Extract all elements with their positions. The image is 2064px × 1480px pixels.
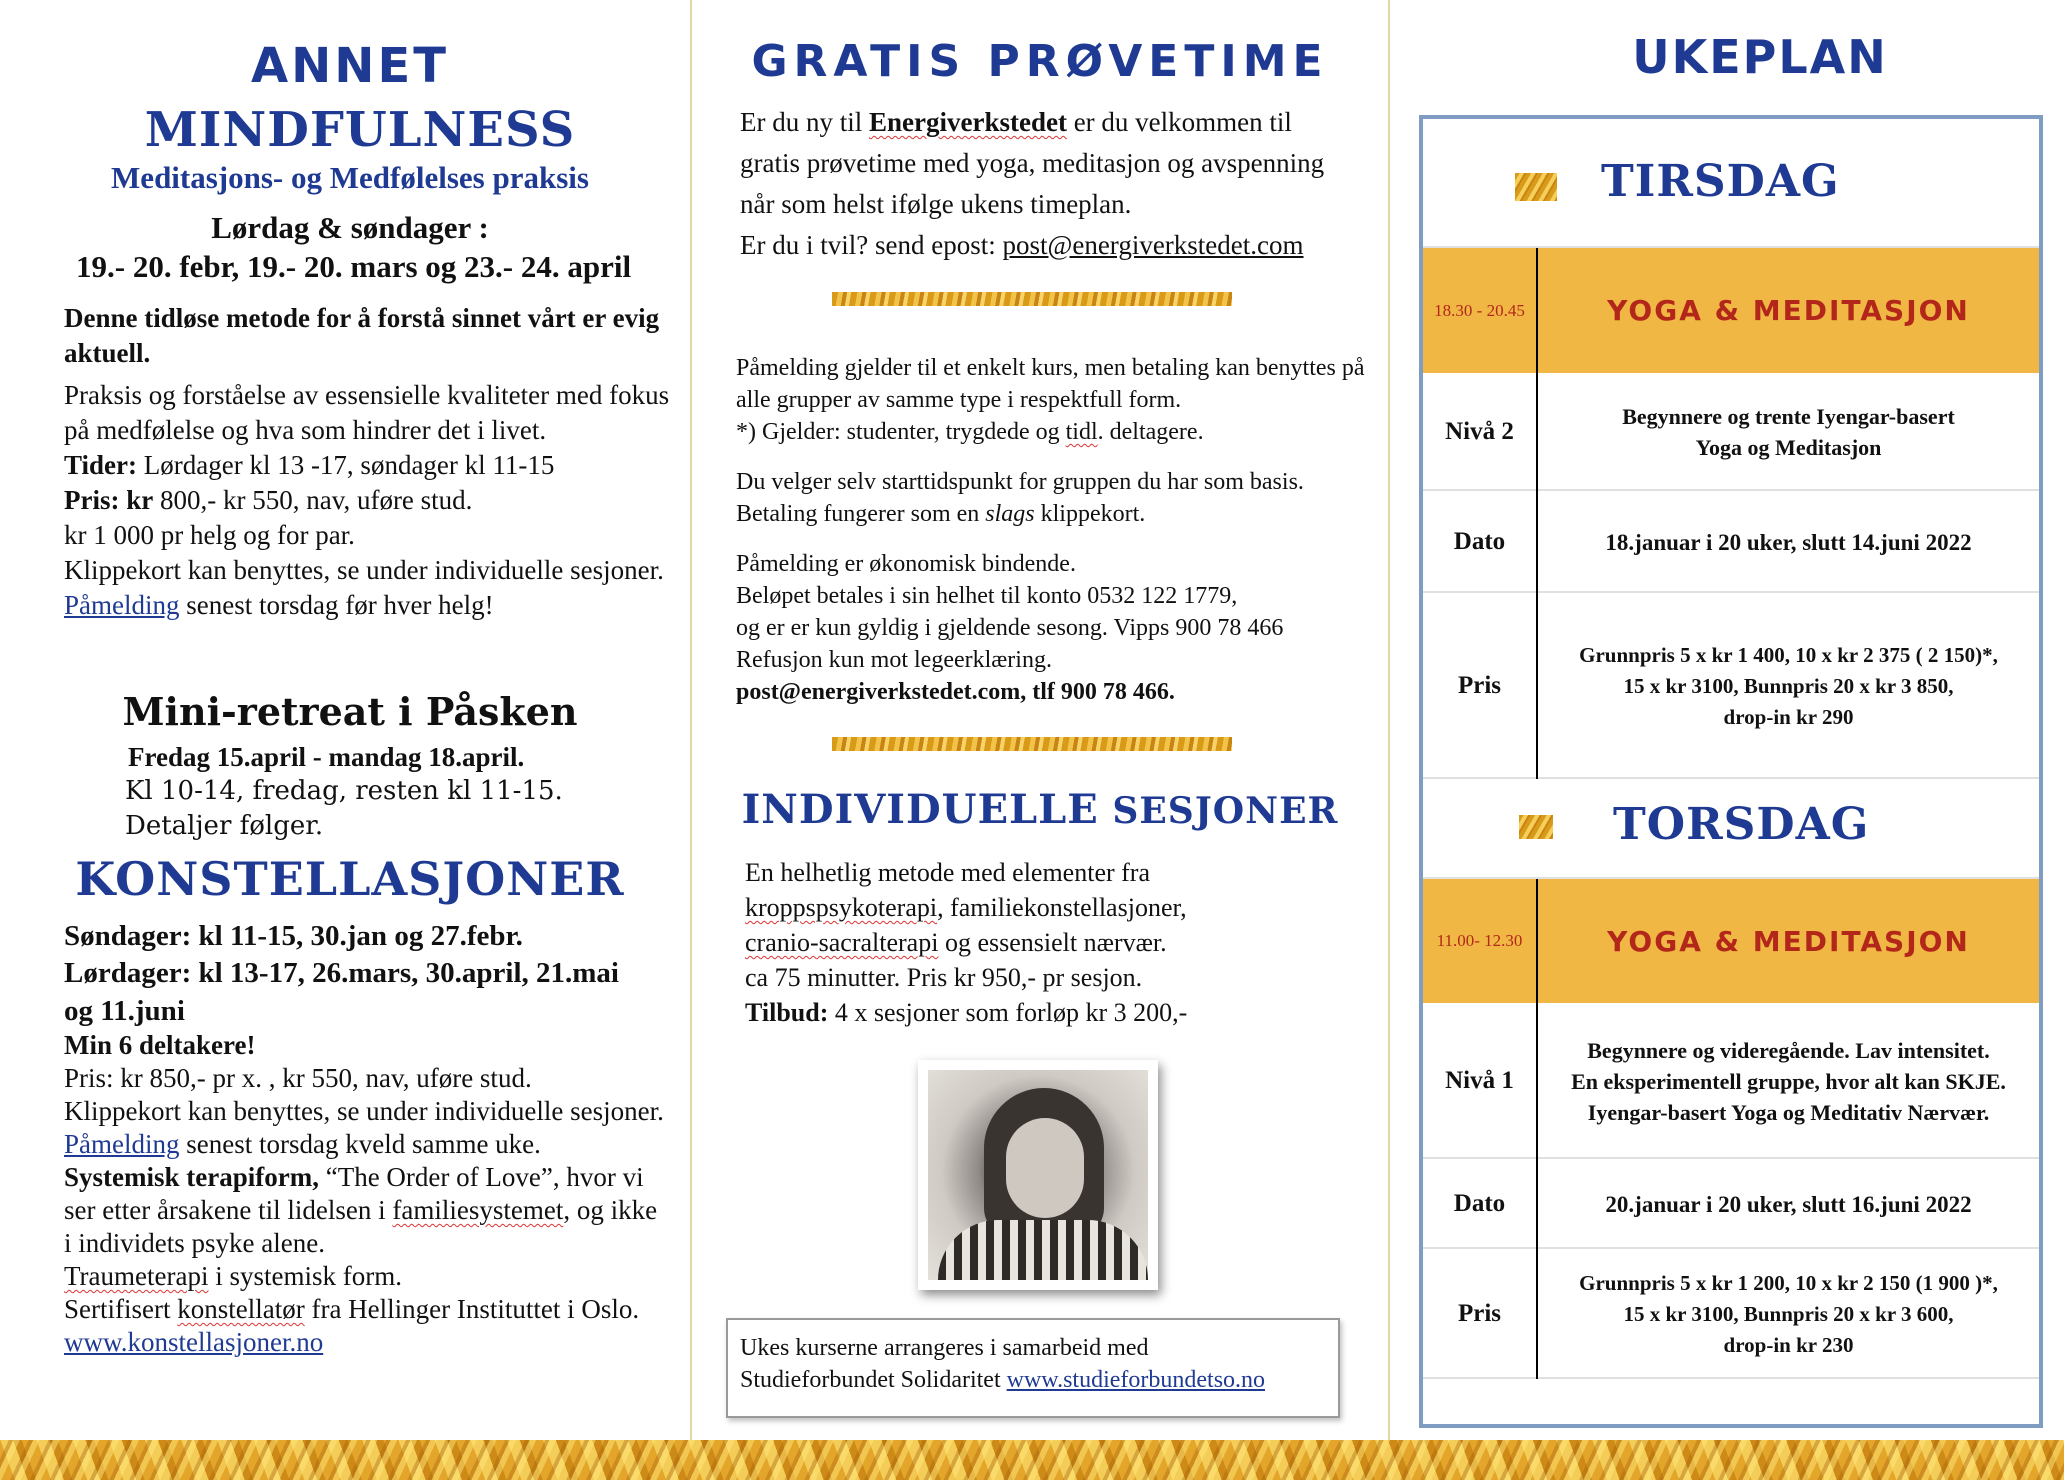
gratis-question: Er du i tvil? send epost: [740,230,1003,260]
email-link[interactable]: post@energiverkstedet.com [1002,230,1304,260]
tirsdag-niva-text-1: Begynnere og trente Iyengar-basert [1622,404,1955,429]
mindfulness-subtitle: Meditasjons- og Medfølelses praksis [111,160,589,195]
sertifisert-text: Sertifisert [64,1294,178,1324]
energiverkstedet-name: Energiverkstedet [869,107,1067,137]
tirsdag-niva-row [1423,373,2039,491]
payment-info [736,352,1376,708]
column-annet [0,0,690,1440]
tirsdag-niva-label: Nivå 2 [1445,418,1514,445]
torsdag-pris-row [1423,1249,2039,1379]
systemisk-text: “The Order of Love”, hvor vi ser etter årsakene til lidelsen i [64,1162,644,1225]
tirsdag-title: TIRSDAG [1601,156,1840,207]
sertifisert-rest: fra Hellinger Instituttet i Oslo. [304,1294,640,1324]
credit-box [726,1318,1340,1418]
torsdag-niva-text-3: Iyengar-basert Yoga og Meditativ Nærvær. [1587,1099,1990,1125]
indiv-title-a: INDIVIDUELLE [741,786,1099,833]
tirsdag-pris-label: Pris [1457,672,1502,699]
traumeterapi-word: Traumeterapi [64,1261,209,1291]
tirsdag-pris-3: drop-in kr 290 [1723,704,1854,729]
indiv-price: ca 75 minutter. Pris kr 950,- pr sesjon. [745,963,1143,992]
tirsdag-dato-label: Dato [1453,528,1506,555]
tirsdag-pris-row [1423,593,2039,779]
gratis-intro-text-2: er du velkommen til gratis prøvetime med yoga, meditasjon og avspenning når som helst ifølge ukens timeplan. [740,107,1325,219]
starttime-text: Du velger selv starttidspunkt for gruppen du har som basis. Betaling fungerer som en [736,469,1304,527]
payment-text-2: *) Gjelder: studenter, trygdede og [736,419,1066,445]
heading-individuelle-sesjoner [700,786,1380,833]
torsdag-dato-row [1423,1159,2039,1249]
column-gratis [690,0,1390,1440]
credit-text-2: Studieforbundet Solidaritet [740,1367,1007,1393]
weekends-label: Lørdag & søndager : [211,210,489,245]
indiv-text-1: En helhetlig metode med elementer fra [745,858,1150,887]
schedule-divider-top [1536,248,1538,779]
portrait-image [928,1070,1148,1280]
torsdag-pris-label: Pris [1457,1300,1502,1327]
torsdag-header-row [1423,779,2039,879]
pris-value: 800,- kr 550, nav, uføre stud. [153,485,473,515]
torsdag-niva-row [1423,1003,2039,1159]
retreat-title: Mini-retreat i Påsken [122,689,578,734]
heading-ukeplan: UKEPLAN [1632,30,1888,84]
mindfulness-intro: Denne tidløse metode for å forstå sinnet vårt er evig aktuell. [64,303,660,368]
torsdag-niva-label: Nivå 1 [1445,1067,1514,1094]
tidl-word: tidl [1065,419,1098,445]
practice-text: Praksis og forståelse av essensielle kvaliteter med fokus på medfølelse og hva som hindrer det i livet. [64,380,670,445]
schedule-box [1419,115,2043,1428]
konstellator-word: konstellatør [177,1294,305,1324]
pris-extra: kr 1 000 pr helg og for par. [64,520,355,550]
pris-label: Pris: kr [64,485,154,515]
pamelding-text: senest torsdag før hver helg! [179,590,494,620]
tirsdag-class-name: YOGA & MEDITASJON [1607,294,1970,327]
torsdag-pris-3: drop-in kr 230 [1723,1332,1854,1357]
indiv-title-b: SESJONER [1098,790,1339,832]
retreat-dates: Fredag 15.april - mandag 18.april. [128,742,525,772]
heading-annet: ANNET [250,38,450,94]
indiv-text-2: , familiekonstellasjoner, [937,893,1187,922]
torsdag-niva-text-2: En eksperimentell gruppe, hvor alt kan SKJE. [1571,1068,2006,1094]
torsdag-dato-text: 20.januar i 20 uker, slutt 16.juni 2022 [1605,1191,1972,1217]
konst-description [64,1062,664,1359]
konst-pamelding-text: senest torsdag kveld samme uke. [179,1129,541,1159]
starttime-text-2: klippekort. [1034,501,1146,527]
tirsdag-niva-text-2: Yoga og Meditasjon [1695,435,1882,460]
individual-description [745,855,1365,1030]
konst-sundays: Søndager: kl 11-15, 30.jan og 27.febr. [64,920,523,952]
torsdag-time: 11.00- 12.30 [1436,931,1523,950]
retreat-details: Detaljer følger. [125,811,324,841]
payment-text-3: . deltagere. [1097,419,1204,445]
gratis-intro [740,102,1350,266]
retreat-times: Kl 10-14, fredag, resten kl 11-15. [125,776,563,806]
konst-saturdays: Lørdager: kl 13-17, 26.mars, 30.april, 21.mai og 11.juni [64,957,619,1027]
torsdag-pris-1: Grunnpris 5 x kr 1 200, 10 x kr 2 150 (1 900 )*, [1579,1270,1998,1295]
slags-word: slags [985,501,1035,527]
validity-text: og er er kun gyldig i gjeldende sesong. Vipps 900 78 466 [736,615,1284,641]
tirsdag-time: 18.30 - 20.45 [1434,300,1525,320]
tider-value: Lørdager kl 13 -17, søndager kl 11-15 [137,450,555,480]
heading-gratis-provetime: GRATIS PRØVETIME [751,36,1329,87]
torsdag-icon [1519,815,1553,839]
systemisk-label: Systemisk terapiform, [64,1162,319,1192]
studieforbundet-link[interactable]: www.studieforbundetso.no [1006,1367,1266,1393]
traume-text: i systemisk form. [208,1261,402,1291]
konstellasjoner-link[interactable]: www.konstellasjoner.no [64,1327,324,1357]
binding-text: Påmelding er økonomisk bindende. [736,551,1076,577]
konst-pamelding-link[interactable]: Påmelding [64,1129,180,1159]
torsdag-class-name: YOGA & MEDITASJON [1607,924,1970,958]
tilbud-text: 4 x sesjoner som forløp kr 3 200,- [828,998,1188,1027]
gold-divider-1 [832,292,1232,306]
torsdag-pris-2: 15 x kr 3100, Bunnpris 20 x kr 3 600, [1623,1301,1954,1326]
klippekort-text: Klippekort kan benyttes, se under individuelle sesjoner. [64,555,664,585]
konst-min-participants: Min 6 deltakere! [64,1030,256,1060]
tirsdag-pris-2: 15 x kr 3100, Bunnpris 20 x kr 3 850, [1623,673,1954,698]
familiesystemet-word: familiesystemet [392,1195,564,1225]
decorative-bottom-strip [0,1440,2064,1480]
tirsdag-dato-text: 18.januar i 20 uker, slutt 14.juni 2022 [1605,529,1972,555]
heading-mindfulness: MINDFULNESS [144,102,576,158]
credit-text-1: Ukes kurserne arrangeres i samarbeid med [740,1335,1149,1361]
gratis-intro-text: Er du ny til [740,107,869,137]
konst-klippekort: Klippekort kan benyttes, se under individuelle sesjoner. [64,1096,664,1126]
portrait-photo [918,1060,1158,1290]
tirsdag-header-row [1423,119,2039,248]
tirsdag-icon [1515,173,1557,201]
refund-text: Refusjon kun mot legeerklæring. [736,647,1052,673]
tilbud-label: Tilbud: [745,998,829,1027]
systemisk-end: , og ikke i individets psyke alene. [64,1195,658,1258]
mindfulness-description [64,378,674,623]
account-text: Beløpet betales i sin helhet til konto 0532 122 1779, [736,583,1238,609]
torsdag-dato-label: Dato [1453,1190,1506,1217]
tider-label: Tider: [64,450,137,480]
tirsdag-dato-row [1423,491,2039,593]
kroppspsykoterapi-word: kroppspsykoterapi [745,893,938,922]
mindfulness-dates: 19.- 20. febr, 19.- 20. mars og 23.- 24. april [76,249,632,284]
tirsdag-class-row [1423,248,2039,373]
gold-divider-2 [832,737,1232,751]
torsdag-title: TORSDAG [1613,799,1870,850]
torsdag-class-row [1423,879,2039,1003]
indiv-text-3: og essensielt nærvær. [938,928,1167,957]
tirsdag-pris-1: Grunnpris 5 x kr 1 400, 10 x kr 2 375 ( 2 150)*, [1579,642,1998,667]
payment-text-1: Påmelding gjelder til et enkelt kurs, men betaling kan benyttes på alle grupper av samme type i respektfull form. [736,355,1365,413]
heading-konstellasjoner: KONSTELLASJONER [75,852,625,906]
contact-text: post@energiverkstedet.com, tlf 900 78 466. [736,679,1175,705]
torsdag-niva-text-1: Begynnere og videregående. Lav intensitet. [1587,1037,1990,1063]
pamelding-link[interactable]: Påmelding [64,590,180,620]
konst-pris: Pris: kr 850,- pr x. , kr 550, nav, uføre stud. [64,1063,532,1093]
schedule-divider-bottom [1536,879,1538,1379]
cranio-word: cranio-sacralterapi [745,928,939,957]
